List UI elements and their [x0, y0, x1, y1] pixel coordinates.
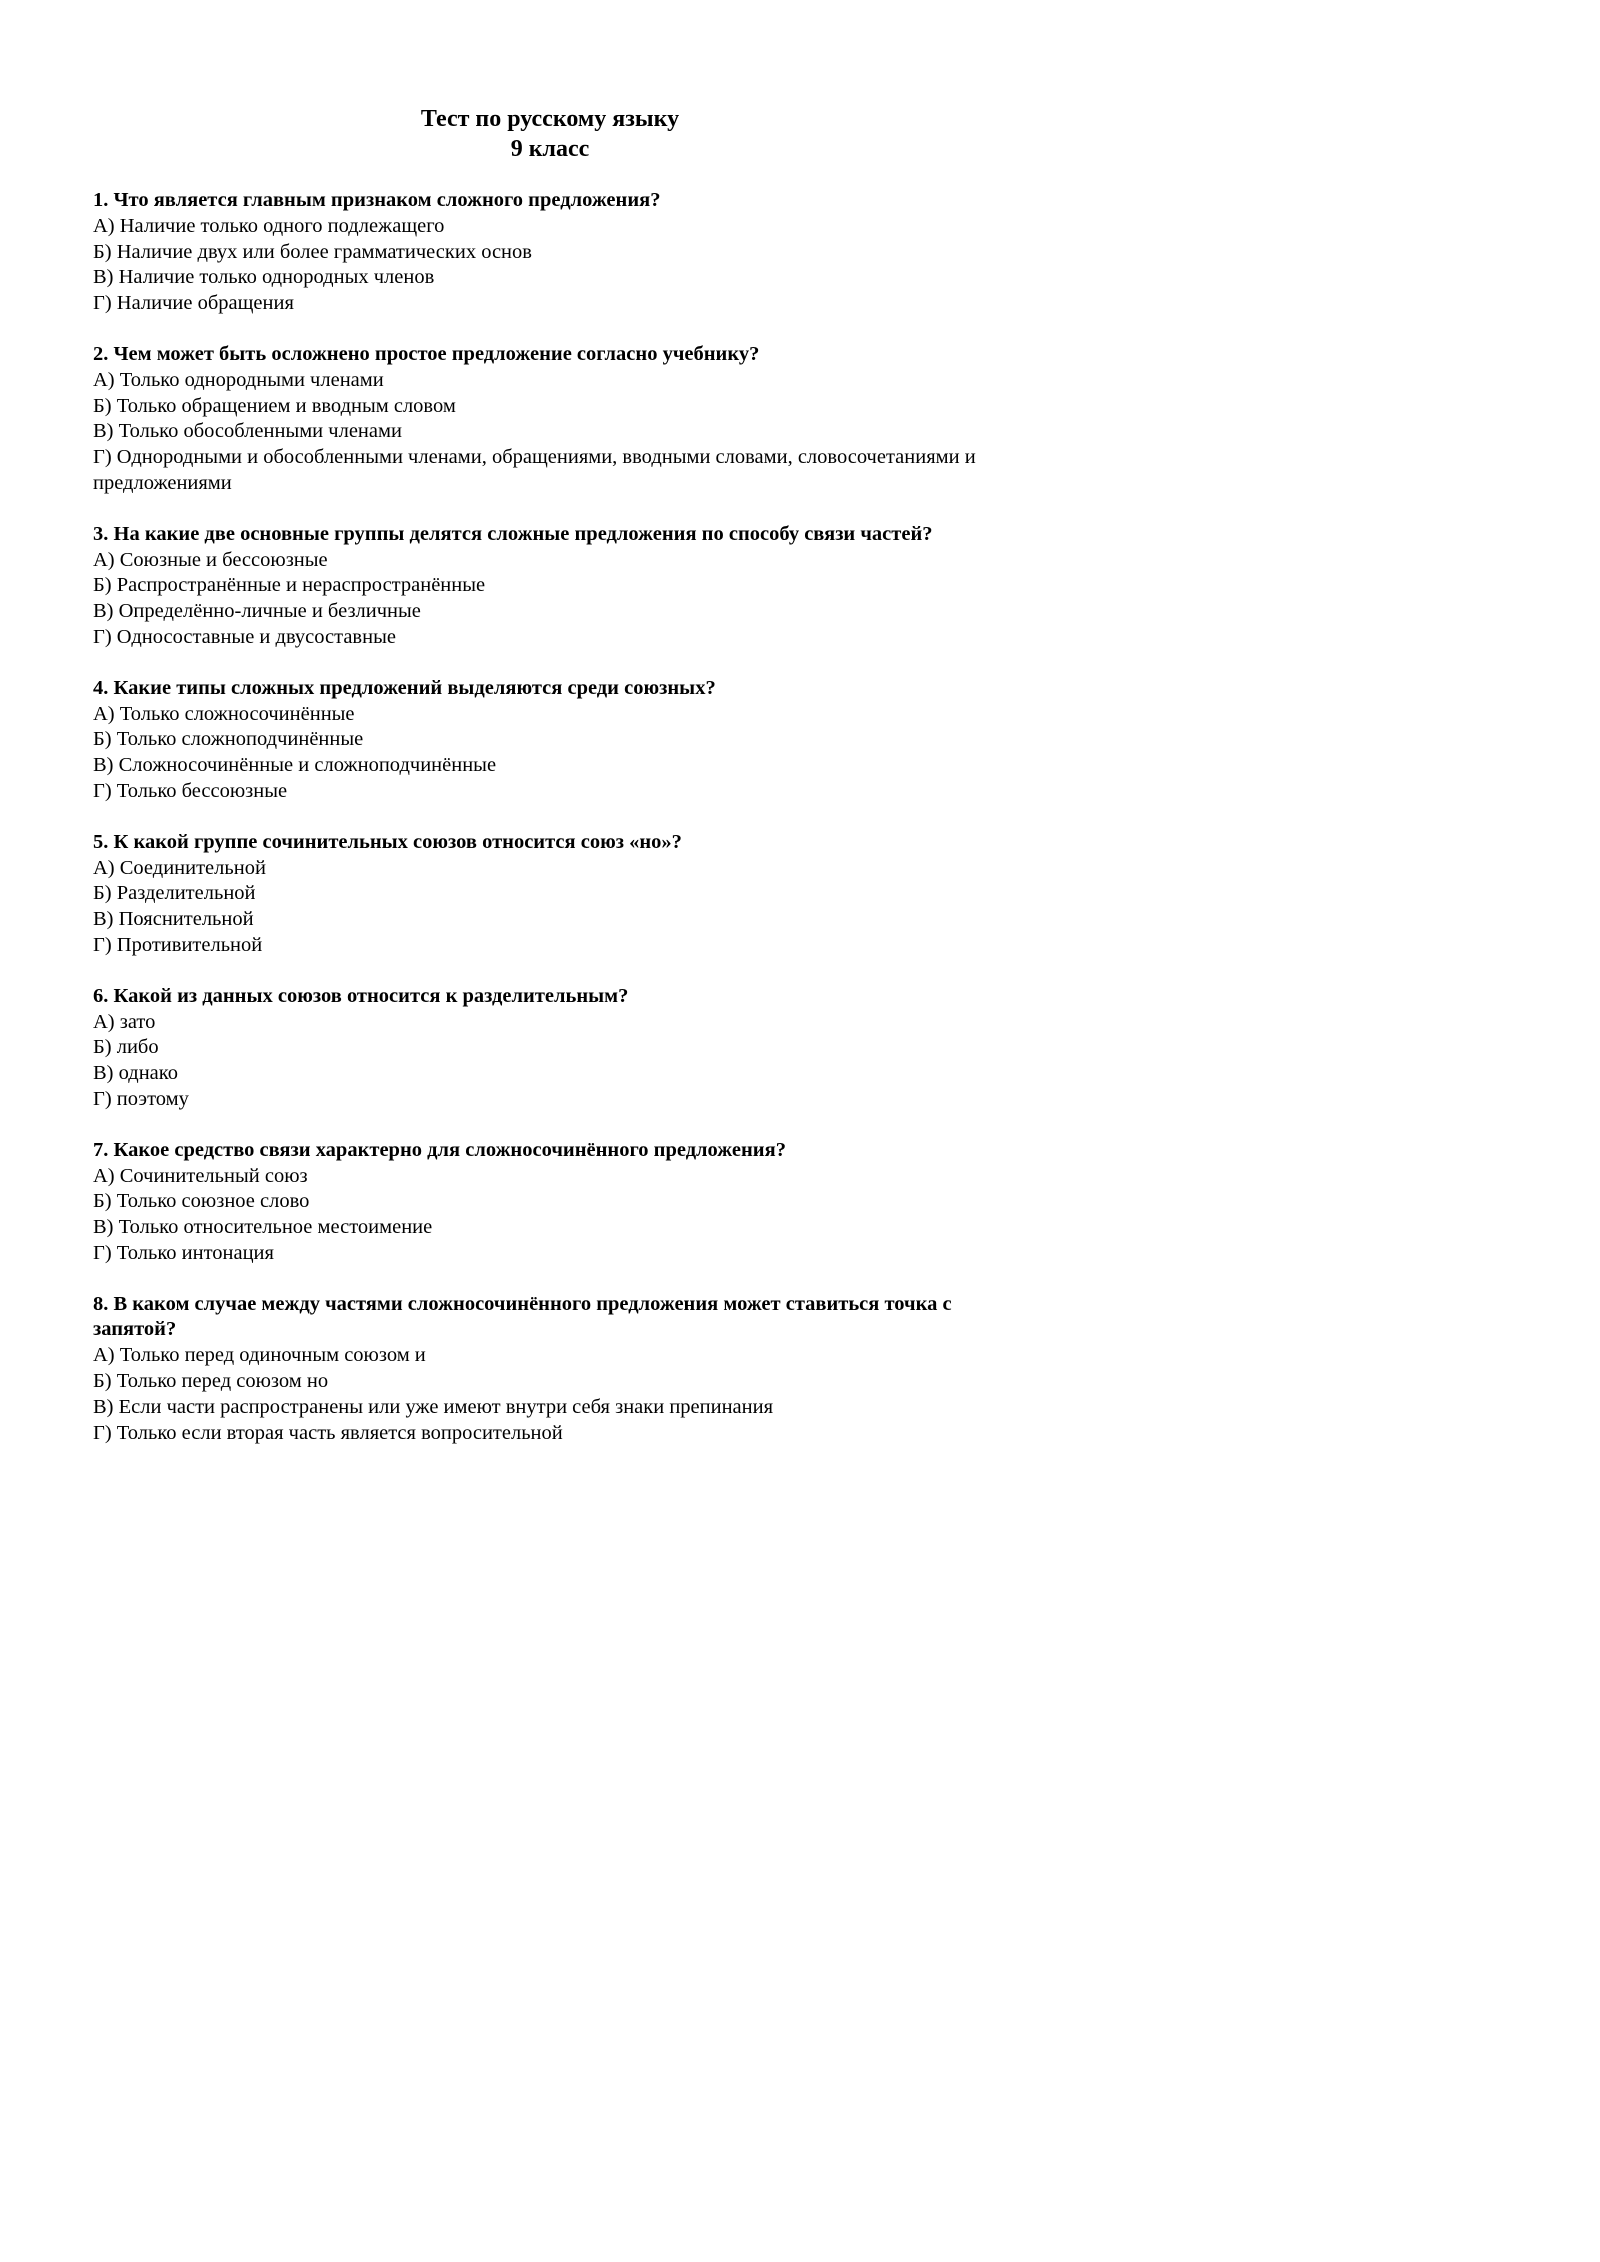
- answer-option-v: В) Определённо-личные и безличные: [93, 600, 421, 623]
- answer-option-v: В) Наличие только однородных членов: [93, 266, 435, 289]
- question-text: 8. В каком случае между частями сложносочинённого предложения может ставиться точка с запятой?: [93, 1292, 952, 1341]
- answer-option-v: В) Если части распространены или уже имеют внутри себя знаки препинания: [93, 1395, 774, 1418]
- answer-option-v: В) Сложносочинённые и сложноподчинённые: [93, 754, 497, 777]
- answer-option-g: Г) Только если вторая часть является вопросительной: [93, 1421, 563, 1444]
- answer-option-g: Г) Односоставные и двусоставные: [93, 625, 396, 648]
- answer-option-a: А) Сочинительный союз: [93, 1164, 308, 1187]
- question-text: 4. Какие типы сложных предложений выделяются среди союзных?: [93, 676, 716, 699]
- answer-options: [93, 856, 1038, 959]
- answer-option-b: Б) Только обращением и вводным словом: [93, 394, 456, 417]
- answer-option-b: Б) Распространённые и нераспространённые: [93, 574, 486, 597]
- answer-option-v: В) Пояснительной: [93, 908, 254, 931]
- answer-option-g: Г) Наличие обращения: [93, 292, 294, 315]
- answer-option-a: А) Только перед одиночным союзом и: [93, 1344, 426, 1367]
- test-document: [93, 104, 1038, 1471]
- answer-option-a: А) Только однородными членами: [93, 368, 384, 391]
- title-block: [0, 104, 1100, 164]
- question-5: [93, 830, 1038, 959]
- question-1: [93, 188, 1038, 317]
- question-text: 6. Какой из данных союзов относится к разделительным?: [93, 984, 629, 1007]
- question-text: 3. На какие две основные группы делятся сложные предложения по способу связи частей?: [93, 522, 933, 545]
- question-7: [93, 1138, 1038, 1267]
- answer-options: [93, 1343, 1038, 1446]
- answer-option-v: В) Только относительное местоимение: [93, 1216, 433, 1239]
- answer-option-b: Б) Только сложноподчинённые: [93, 728, 364, 751]
- answer-options: [93, 1010, 1038, 1113]
- answer-options: [93, 548, 1038, 651]
- question-2: [93, 342, 1038, 497]
- answer-option-b: Б) Только союзное слово: [93, 1190, 310, 1213]
- answer-options: [93, 368, 1038, 497]
- answer-option-g: Г) Только бессоюзные: [93, 779, 288, 802]
- answer-option-b: Б) Разделительной: [93, 882, 256, 905]
- answer-option-g: Г) Противительной: [93, 933, 263, 956]
- answer-option-b: Б) Наличие двух или более грамматических основ: [93, 240, 532, 263]
- answer-option-a: А) зато: [93, 1010, 156, 1033]
- answer-option-v: В) Только обособленными членами: [93, 420, 402, 443]
- answer-option-a: А) Соединительной: [93, 856, 266, 879]
- answer-options: [93, 1164, 1038, 1267]
- answer-option-a: А) Наличие только одного подлежащего: [93, 214, 445, 237]
- answer-option-a: А) Только сложносочинённые: [93, 702, 355, 725]
- grade-subtitle: 9 класс: [510, 136, 590, 162]
- answer-options: [93, 214, 1038, 317]
- answer-option-v: В) однако: [93, 1062, 178, 1085]
- question-4: [93, 676, 1038, 805]
- question-text: 2. Чем может быть осложнено простое предложение согласно учебнику?: [93, 342, 760, 365]
- page-title: Тест по русскому языку: [420, 106, 680, 132]
- question-text: 5. К какой группе сочинительных союзов относится союз «но»?: [93, 830, 682, 853]
- answer-option-b: Б) Только перед союзом но: [93, 1370, 329, 1393]
- question-8: [93, 1292, 1038, 1447]
- question-text: 7. Какое средство связи характерно для сложносочинённого предложения?: [93, 1138, 786, 1161]
- question-6: [93, 984, 1038, 1113]
- answer-option-g: Г) Только интонация: [93, 1241, 274, 1264]
- answer-options: [93, 702, 1038, 805]
- answer-option-b: Б) либо: [93, 1036, 159, 1059]
- question-3: [93, 522, 1038, 651]
- answer-option-g: Г) поэтому: [93, 1087, 189, 1110]
- question-text: 1. Что является главным признаком сложного предложения?: [93, 189, 661, 211]
- answer-option-a: А) Союзные и бессоюзные: [93, 548, 328, 571]
- answer-option-g: Г) Однородными и обособленными членами, обращениями, вводными словами, словосочетаниями и предложениями: [93, 446, 976, 494]
